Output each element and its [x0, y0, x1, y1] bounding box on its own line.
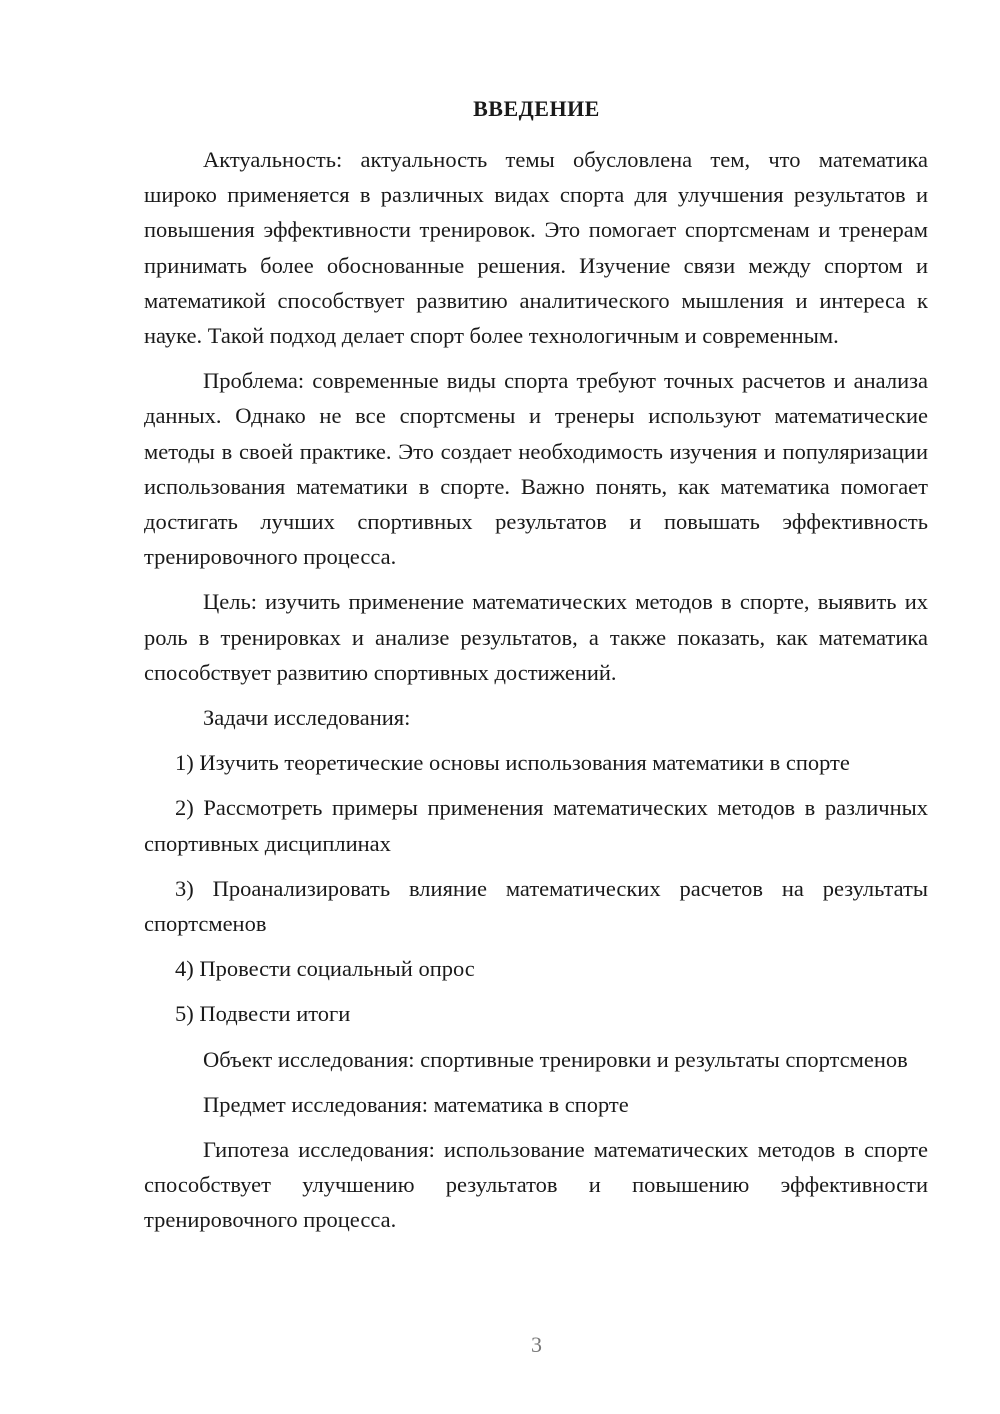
section-heading: ВВЕДЕНИЕ	[473, 96, 600, 121]
task-item-3: 3) Проанализировать влияние математических расчетов на результаты спортсменов	[144, 875, 928, 937]
task-item-5: 5) Подвести итоги	[175, 1001, 351, 1027]
goal-paragraph: Цель: изучить применение математических методов в спорте, выявить их роль в тренировках и анализе результатов, а также показать, как математика способствует развитию спортивных достижений.	[144, 589, 928, 685]
object-paragraph: Объект исследования: спортивные тренировки и результаты спортсменов	[203, 1046, 908, 1072]
task-item-4: 4) Провести социальный опрос	[175, 956, 475, 982]
relevance-paragraph: Актуальность: актуальность темы обусловлена тем, что математика широко применяется в различных видах спорта для улучшения результатов и повышения эффективности тренировок. Это помогает спортсменам и тренерам принимать более обоснованные решения. Изучение связи между спортом и математикой способствует развитию аналитического мышления и интереса к науке. Такой подход делает спорт более технологичным и современным.	[144, 147, 928, 349]
subject-paragraph: Предмет исследования: математика в спорте	[203, 1091, 629, 1117]
problem-paragraph: Проблема: современные виды спорта требуют точных расчетов и анализа данных. Однако не все спортсмены и тренеры используют математические методы в своей практике. Это создает необходимость изучения и популяризации использования математики в спорте. Важно понять, как математика помогает достигать лучших спортивных результатов и повышать эффективность тренировочного процесса.	[144, 368, 928, 570]
task-item-1: 1) Изучить теоретические основы использования математики в спорте	[175, 750, 850, 776]
page-number: 3	[531, 1332, 542, 1357]
hypothesis-paragraph: Гипотеза исследования: использование математических методов в спорте способствует улучшению результатов и повышению эффективности тренировочного процесса.	[144, 1137, 928, 1233]
tasks-title: Задачи исследования:	[203, 705, 411, 731]
body-text	[144, 142, 928, 1248]
task-item-2: 2) Рассмотреть примеры применения математических методов в различных спортивных дисциплинах	[144, 795, 928, 856]
